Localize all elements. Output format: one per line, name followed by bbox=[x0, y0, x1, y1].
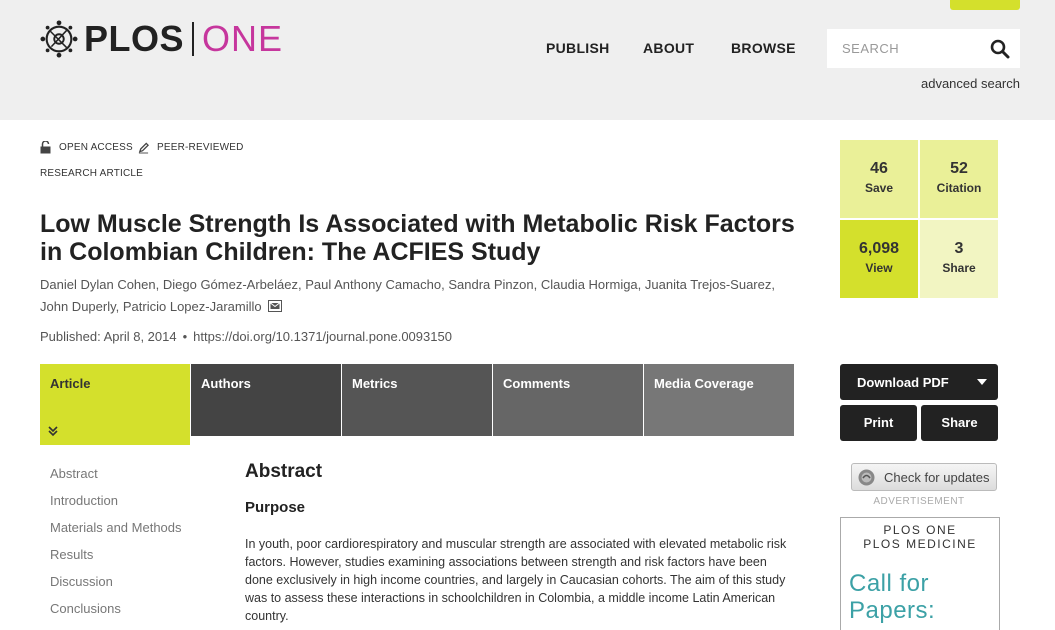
author-link[interactable]: John Duperly bbox=[40, 299, 116, 314]
author-link[interactable]: Claudia Hormiga bbox=[540, 277, 638, 292]
author-link[interactable]: Juanita Trejos-Suarez bbox=[644, 277, 772, 292]
download-pdf-button[interactable] bbox=[840, 364, 998, 400]
doi-link[interactable]: https://doi.org/10.1371/journal.pone.0093150 bbox=[193, 329, 452, 344]
article-title: Low Muscle Strength Is Associated with Metabolic Risk Factors in Colombian Children: The ACFIES Study bbox=[40, 210, 795, 266]
citation-label: Citation bbox=[936, 181, 982, 195]
tab-label: Comments bbox=[503, 376, 571, 391]
tab-authors[interactable] bbox=[191, 364, 341, 436]
peer-reviewed-label: PEER-REVIEWED bbox=[157, 142, 244, 153]
published-date: Published: April 8, 2014 bbox=[40, 329, 177, 344]
author-link[interactable]: Patricio Lopez-Jaramillo bbox=[122, 299, 262, 314]
tab-comments[interactable] bbox=[493, 364, 643, 436]
citation-count: 52 bbox=[950, 160, 968, 177]
tab-label: Metrics bbox=[352, 376, 398, 391]
metric-view[interactable] bbox=[840, 220, 918, 298]
double-chevron-down-icon bbox=[48, 425, 58, 437]
article-tabs bbox=[40, 364, 794, 445]
nav-browse[interactable]: BROWSE bbox=[731, 40, 796, 56]
author-list: Daniel Dylan Cohen, Diego Gómez-Arbeláez, Paul Anthony Camacho, Sandra Pinzon, Claudia Hormiga, Juanita Trejos-Suarez, John Duperly, Patricio Lopez-Jaramillo bbox=[40, 277, 775, 314]
article-type: RESEARCH ARTICLE bbox=[40, 168, 144, 179]
author-link[interactable]: Daniel Dylan Cohen bbox=[40, 277, 156, 292]
share-button[interactable]: Share bbox=[921, 405, 998, 441]
unlocked-lock-icon bbox=[40, 141, 51, 154]
metric-save[interactable] bbox=[840, 140, 918, 218]
site-header bbox=[0, 0, 1055, 120]
nav-about[interactable]: ABOUT bbox=[643, 40, 695, 56]
separator-dot: • bbox=[182, 329, 188, 344]
toc-conclusions[interactable]: Conclusions bbox=[50, 601, 121, 616]
publication-info bbox=[40, 329, 452, 344]
check-updates-label: Check for updates bbox=[884, 470, 990, 485]
logo-one-text: ONE bbox=[202, 18, 284, 59]
toc-discussion[interactable]: Discussion bbox=[50, 574, 113, 589]
share-label: Share bbox=[942, 261, 976, 275]
view-count: 6,098 bbox=[858, 240, 900, 257]
ad-journal-line1: PLOS ONE bbox=[883, 523, 957, 537]
ad-journal-line2: PLOS MEDICINE bbox=[863, 537, 977, 551]
nav-publish[interactable]: PUBLISH bbox=[546, 40, 610, 56]
tab-media-coverage[interactable] bbox=[644, 364, 794, 436]
download-pdf-label: Download PDF bbox=[857, 375, 949, 390]
abstract-text: In youth, poor cardiorespiratory and muscular strength are associated with elevated metabolic risk factors. However, studies examining associations between strength and risk factors have been done exclusively in high income countries, and largely in Caucasian cohorts. The aim of this study was to assess these interactions in schoolchildren in Colombia, a middle income Latin American country. bbox=[245, 537, 787, 623]
metric-citation[interactable] bbox=[920, 140, 998, 218]
plos-globe-icon bbox=[40, 20, 78, 58]
pen-icon bbox=[138, 141, 149, 154]
search-box bbox=[827, 29, 1020, 68]
logo-divider bbox=[192, 22, 194, 56]
tab-metrics[interactable] bbox=[342, 364, 492, 436]
caret-down-icon[interactable] bbox=[977, 379, 987, 385]
search-input[interactable] bbox=[842, 41, 982, 56]
search-icon[interactable] bbox=[990, 39, 1010, 59]
author-link[interactable]: Sandra Pinzon bbox=[448, 277, 534, 292]
save-label: Save bbox=[864, 181, 894, 195]
toc-materials-methods[interactable]: Materials and Methods bbox=[50, 520, 182, 535]
open-access-label: OPEN ACCESS bbox=[59, 142, 133, 153]
abstract-heading: Abstract bbox=[245, 461, 323, 482]
author-link[interactable]: Paul Anthony Camacho bbox=[305, 277, 442, 292]
metric-share[interactable] bbox=[920, 220, 998, 298]
advertisement-label: ADVERTISEMENT bbox=[873, 496, 965, 507]
ad-call-for-papers: Call for Papers: bbox=[849, 570, 936, 624]
share-count: 3 bbox=[954, 240, 964, 257]
view-label: View bbox=[865, 261, 893, 275]
save-count: 46 bbox=[870, 160, 888, 177]
top-account-button[interactable] bbox=[950, 0, 1020, 10]
check-for-updates-button[interactable] bbox=[851, 463, 997, 491]
tab-label: Media Coverage bbox=[654, 376, 754, 391]
tab-article[interactable] bbox=[40, 364, 190, 445]
plos-one-logo[interactable] bbox=[40, 18, 283, 60]
envelope-icon[interactable] bbox=[268, 300, 282, 312]
logo-plos-text: PLOS bbox=[84, 18, 185, 59]
toc-introduction[interactable]: Introduction bbox=[50, 493, 118, 508]
peer-reviewed-badge bbox=[138, 141, 244, 154]
toc-results[interactable]: Results bbox=[50, 547, 94, 562]
advertisement-banner[interactable] bbox=[840, 517, 1000, 630]
print-button[interactable]: Print bbox=[840, 405, 917, 441]
tab-label: Authors bbox=[201, 376, 251, 391]
advanced-search-link[interactable]: advanced search bbox=[920, 76, 1020, 91]
open-access-badge bbox=[40, 141, 133, 154]
author-link[interactable]: Diego Gómez-Arbeláez bbox=[162, 277, 298, 292]
tab-label: Article bbox=[50, 376, 91, 391]
purpose-heading: Purpose bbox=[245, 499, 306, 516]
toc-abstract[interactable]: Abstract bbox=[50, 466, 98, 481]
crossmark-icon bbox=[858, 469, 875, 486]
